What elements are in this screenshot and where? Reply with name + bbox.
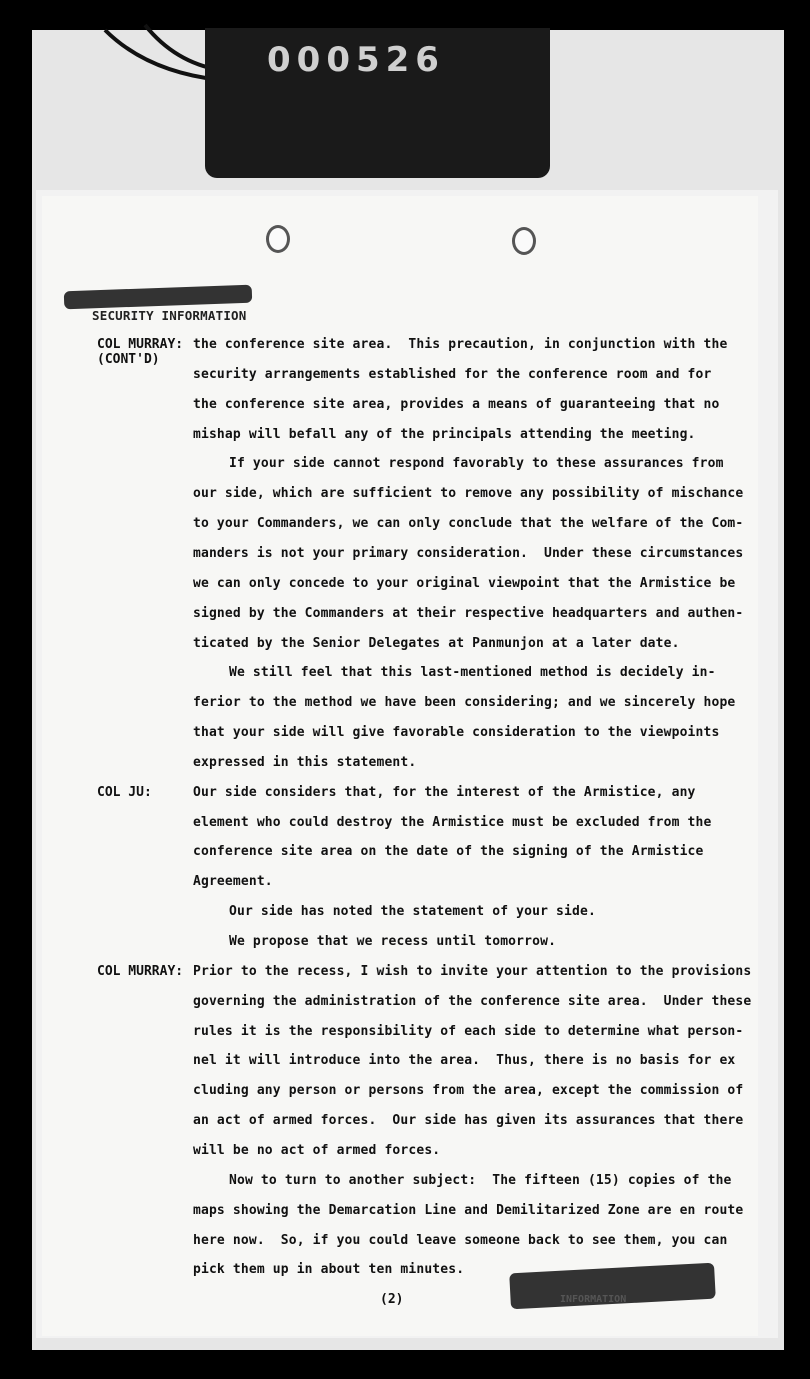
text-line: Prior to the recess, I wish to invite your attention to the provisions <box>193 963 752 979</box>
text-line: here now. So, if you could leave someone back to see them, you can <box>193 1232 728 1248</box>
text-line: element who could destroy the Armistice must be excluded from the <box>193 814 712 830</box>
text-line: pick them up in about ten minutes. <box>193 1262 465 1278</box>
classification-header: SECURITY INFORMATION <box>92 308 247 323</box>
text-line: Agreement. <box>193 874 273 890</box>
speaker-label: COL MURRAY: <box>97 963 184 979</box>
text-line: cluding any person or persons from the area, except the commission of <box>193 1083 744 1099</box>
speaker-label: COL JU: <box>97 784 152 800</box>
text-line: If your side cannot respond favorably to these assurances from <box>229 456 724 472</box>
text-line: We still feel that this last-mentioned method is decidely in- <box>229 665 716 681</box>
text-line: conference site area on the date of the signing of the Armistice <box>193 844 704 860</box>
text-line: ticated by the Senior Delegates at Panmunjon at a later date. <box>193 635 680 651</box>
classification-footer: INFORMATION <box>560 1294 627 1305</box>
text-line: nel it will introduce into the area. Thus, there is no basis for ex <box>193 1053 736 1069</box>
text-line: maps showing the Demarcation Line and Demilitarized Zone are en route <box>193 1202 744 1218</box>
text-line: will be no act of armed forces. <box>193 1142 441 1158</box>
text-line: rules it is the responsibility of each side to determine what person- <box>193 1023 744 1039</box>
text-line: the conference site area. This precaution, in conjunction with the <box>193 337 728 352</box>
text-line: the conference site area, provides a means of guaranteeing that no <box>193 396 720 412</box>
text-line: to your Commanders, we can only conclude that the welfare of the Com- <box>193 516 744 532</box>
text-line: mishap will befall any of the principals attending the meeting. <box>193 426 696 442</box>
text-line: manders is not your primary consideration. Under these circumstances <box>193 545 744 561</box>
frame-counter <box>205 28 550 178</box>
text-line: governing the administration of the conference site area. Under these <box>193 993 752 1009</box>
counter-value: 000526 <box>267 40 445 80</box>
text-line: ferior to the method we have been considering; and we sincerely hope <box>193 695 736 711</box>
punch-hole-icon <box>512 227 536 255</box>
text-line: that your side will give favorable consideration to the viewpoints <box>193 725 720 741</box>
text-line: we can only concede to your original viewpoint that the Armistice be <box>193 575 736 591</box>
text-line: security arrangements established for the conference room and for <box>193 366 712 382</box>
text-line: signed by the Commanders at their respective headquarters and authen- <box>193 605 744 621</box>
text-line: our side, which are sufficient to remove any possibility of mischance <box>193 486 744 502</box>
text-line: We propose that we recess until tomorrow. <box>229 934 557 949</box>
text-line: Our side has noted the statement of your side. <box>229 904 596 920</box>
text-line: expressed in this statement. <box>193 754 417 770</box>
page-number: (2) <box>380 1292 404 1307</box>
speaker-label: COL MURRAY: (CONT'D) <box>97 337 184 367</box>
text-line: Our side considers that, for the interest of the Armistice, any <box>193 784 696 800</box>
punch-hole-icon <box>266 225 290 253</box>
text-line: an act of armed forces. Our side has given its assurances that there <box>193 1113 744 1129</box>
text-line: Now to turn to another subject: The fifteen (15) copies of the <box>229 1172 732 1188</box>
